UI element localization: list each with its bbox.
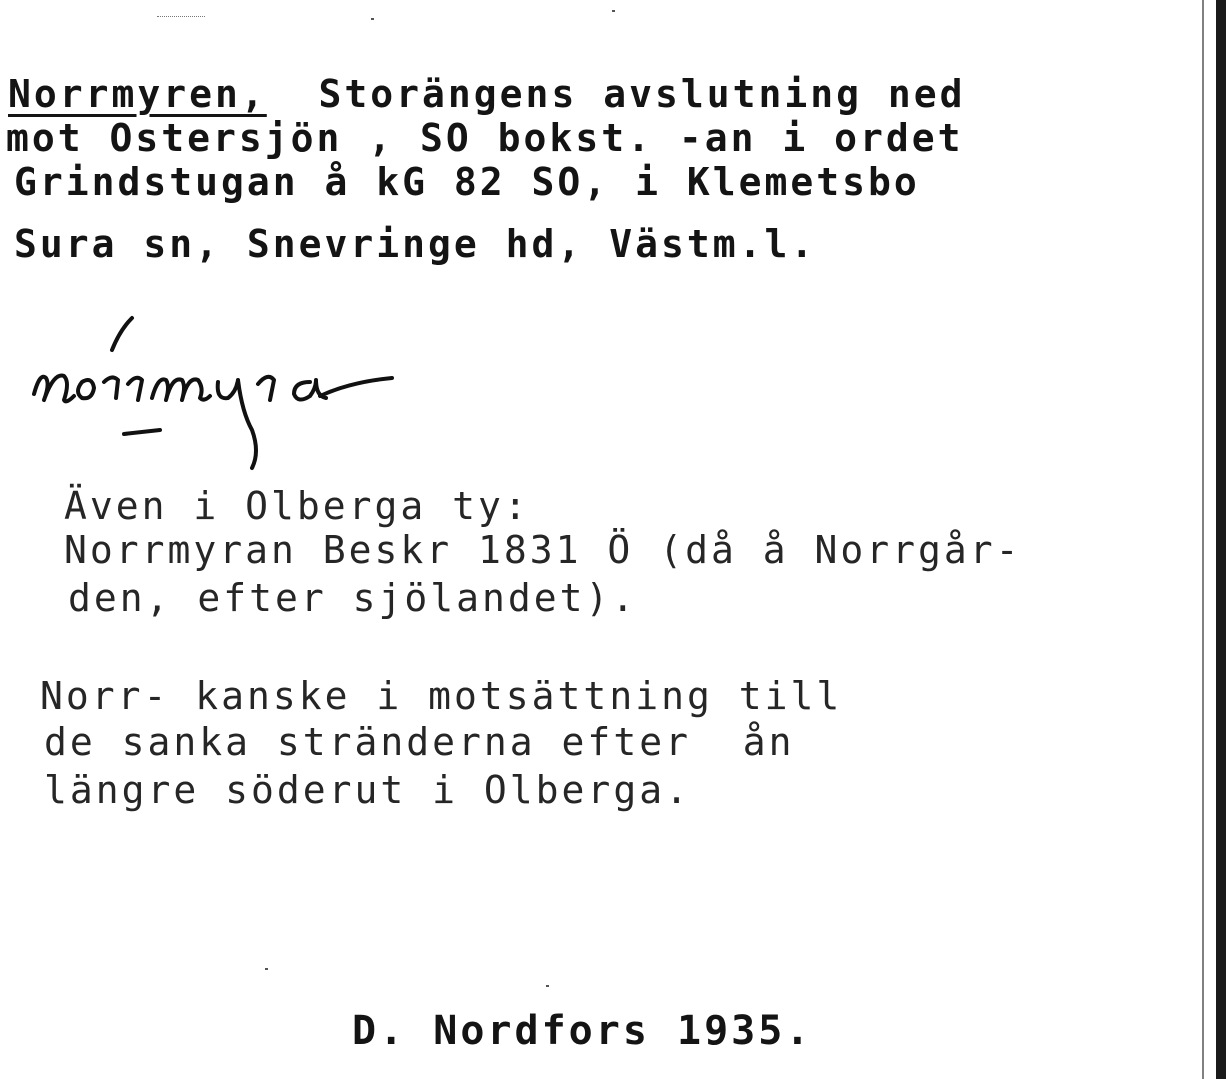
note1-line-1: Även i Olberga ty:: [64, 484, 530, 528]
note1-line-2: Norrmyran Beskr 1831 Ö (då å Norrgår-: [64, 528, 1022, 572]
paper-speck: [371, 18, 374, 20]
card-edge-line: [1202, 0, 1204, 1079]
paper-speck: [612, 10, 615, 12]
paper-speck: [546, 985, 549, 987]
note2-line-2: de sanka stränderna efter ån: [44, 720, 795, 764]
entry-line-3: Grindstugan å kG 82 SO, i Klemetsbo: [14, 160, 920, 204]
paper-speck: [265, 968, 268, 970]
note1-line-3: den, efter sjölandet).: [68, 576, 638, 620]
handwritten-form: [20, 312, 420, 482]
card-edge-border: [1216, 0, 1226, 1079]
dotted-mark: [157, 16, 205, 17]
entry-line-4: Sura sn, Snevringe hd, Västm.l.: [14, 222, 817, 266]
note2-line-1: Norr- kanske i motsättning till: [40, 674, 843, 718]
entry-line-1-text: Storängens avslutning ned: [266, 72, 966, 116]
entry-line-2: mot Ostersjön , SO bokst. -an i ordet: [6, 116, 964, 160]
note2-line-3: längre söderut i Olberga.: [44, 768, 691, 812]
signature-line: D. Nordfors 1935.: [352, 1008, 813, 1054]
entry-headword: Norrmyren,: [8, 72, 267, 116]
entry-line-1: [8, 72, 966, 116]
